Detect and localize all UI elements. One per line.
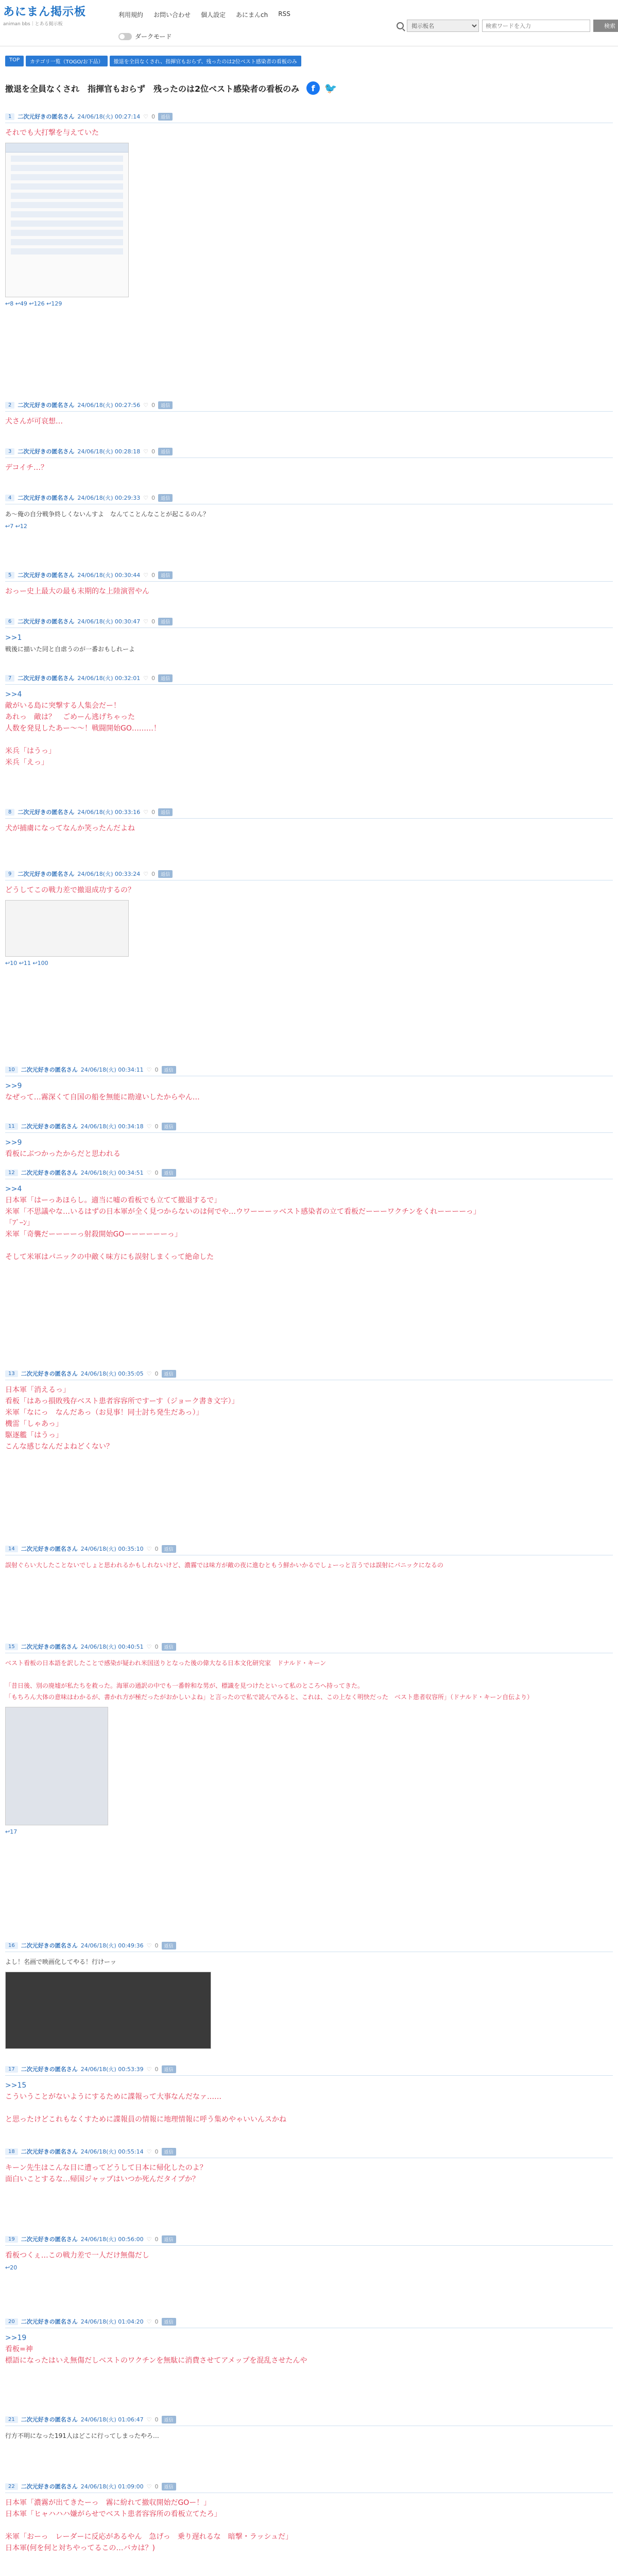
post-date: 24/06/18(火) 00:56:00 — [80, 2236, 144, 2243]
reply-button[interactable]: 返信 — [162, 2235, 176, 2243]
poster-name: 二次元好きの匿名さん — [21, 1942, 78, 1949]
post-item — [5, 1369, 613, 1452]
post-body — [5, 504, 613, 520]
reply-button[interactable]: 返信 — [158, 571, 173, 579]
post-number[interactable]: 3 — [5, 448, 14, 455]
post-line: 行方不明になった191人はどこに行ってしまったやろ… — [5, 2432, 159, 2439]
thread-title: 撤退を全員なくされ 指揮官もおらず 残ったのは2位ベスト感染者の看板のみ — [5, 83, 300, 94]
post-body — [5, 2426, 613, 2442]
poster-name: 二次元好きの匿名さん — [21, 1546, 78, 1552]
reply-button[interactable]: 返信 — [158, 870, 173, 878]
post-date: 24/06/18(火) 00:53:39 — [80, 2066, 144, 2073]
like-count: 0 — [154, 1123, 159, 1130]
post-line: こんな感じなんだよねどくない？ — [5, 1443, 113, 1451]
poster-name: 二次元好きの匿名さん — [21, 1170, 78, 1176]
heart-icon[interactable]: ♡ — [143, 494, 149, 501]
post-line: 「昔日後、別の廃墟が私たちを救った。海軍の通訳の中でも一番幹和な男が、標識を見つけたといって私のところへ持ってきた。 — [5, 1682, 364, 1689]
nav-settings[interactable]: 個人設定 — [201, 11, 226, 19]
post-header — [5, 1642, 613, 1653]
post-line: それでも大打撃を与えていた — [5, 129, 99, 137]
post-number[interactable]: 17 — [5, 2066, 18, 2073]
search-scope-select[interactable] — [407, 20, 479, 32]
post-header — [5, 2235, 613, 2246]
post-header — [5, 2482, 613, 2493]
post-body — [5, 2493, 613, 2554]
poster-name: 二次元好きの匿名さん — [18, 871, 75, 877]
post-line — [5, 1669, 613, 1680]
poster-name: 二次元好きの匿名さん — [18, 448, 75, 455]
heart-icon[interactable]: ♡ — [146, 1066, 152, 1073]
post-header — [5, 2317, 613, 2328]
poster-name: 二次元好きの匿名さん — [21, 1123, 78, 1130]
reply-anchor[interactable]: >>4 — [5, 1185, 22, 1193]
like-count: 0 — [151, 448, 156, 455]
search-button[interactable]: 検索 — [593, 20, 618, 32]
like-count: 0 — [151, 571, 156, 579]
post-number[interactable]: 18 — [5, 2148, 18, 2155]
poster-name: 二次元好きの匿名さん — [18, 618, 75, 625]
post-item — [5, 1642, 613, 1835]
post-header — [5, 1122, 613, 1133]
post-item — [5, 447, 613, 473]
nav-rss[interactable]: RSS — [278, 10, 290, 18]
crumb-thread[interactable]: 撤退を全員なくされ、指揮官もおらず、残ったのは2位ベスト感染者の看板のみ — [110, 56, 301, 66]
reply-button[interactable]: 返信 — [158, 448, 173, 455]
post-line: 戦後に描いた同と自虐うのが一番おもしれーよ — [5, 646, 135, 653]
post-number[interactable]: 21 — [5, 2416, 18, 2423]
post-line: 日本軍「はーっあほらし。適当に嘘の看板でも立てて撤退するで」 — [5, 1196, 221, 1205]
post-header — [5, 1941, 613, 1952]
nav-contact[interactable]: お問い合わせ — [153, 11, 191, 19]
heart-icon[interactable]: ♡ — [143, 571, 149, 579]
like-count: 0 — [154, 1370, 159, 1377]
heart-icon[interactable]: ♡ — [143, 448, 149, 455]
poster-name: 二次元好きの匿名さん — [18, 572, 75, 579]
post-date: 24/06/18(火) 00:32:01 — [77, 675, 141, 682]
logo-subtext: animan bbs｜とある掲示板 — [3, 22, 63, 27]
post-line: デコイチ…？ — [5, 464, 48, 472]
reply-button[interactable]: 返信 — [162, 2148, 176, 2156]
post-line: あ～俺の自分戦争終しくないんすよ なんてことんなことが起こるのん？ — [5, 511, 210, 518]
post-line: 標語になったはいえ無傷だしベストのワクチンを無駄に消費させてアメップを混乱させたんや — [5, 2357, 307, 2365]
heart-icon[interactable]: ♡ — [146, 1545, 152, 1552]
reply-anchor[interactable]: >>9 — [5, 1139, 22, 1147]
heart-icon[interactable]: ♡ — [143, 808, 149, 816]
like-count: 0 — [154, 2416, 159, 2423]
search-bar — [397, 20, 618, 32]
post-line: 米軍「不思議やな…いるはずの日本軍が全く見つからないのは何でや…ウワーーーッベスト感染者の立て看板だーーーワクチンをくれーーーーっ」 — [5, 1208, 480, 1216]
poster-name: 二次元好きの匿名さん — [18, 402, 75, 409]
reply-button[interactable]: 返信 — [162, 2065, 176, 2073]
post-date: 24/06/18(火) 00:27:56 — [77, 402, 141, 409]
crumb-top[interactable]: TOP — [5, 56, 24, 66]
post-header — [5, 571, 613, 582]
reply-button[interactable]: 返信 — [158, 674, 173, 682]
search-icon — [397, 22, 404, 29]
post-item — [5, 571, 613, 597]
post-item — [5, 2415, 613, 2442]
site-header — [0, 0, 618, 46]
post-header — [5, 808, 613, 819]
poster-name: 二次元好きの匿名さん — [21, 1643, 78, 1650]
reply-anchor[interactable]: >>15 — [5, 2081, 27, 2090]
reply-button[interactable]: 返信 — [158, 494, 173, 502]
like-count: 0 — [154, 1169, 159, 1176]
post-line: 日本軍(何を何と対ちやってるこの…バカは？) — [5, 2544, 155, 2552]
post-line: 日本軍「ヒャハハハ嫌がらせでベスト患者容容所の看板立てたろ」 — [5, 2510, 221, 2518]
post-item — [5, 2147, 613, 2185]
post-line — [5, 2520, 613, 2531]
post-line: 「もちろん大体の意味はわかるが、書かれ方が極だったがおかしいよね」と言ったので私で読んでみると、これは、この上なく明快だった ベスト患者収容所」（ドナルド・キーン自伝より） — [5, 1693, 534, 1701]
post-number[interactable]: 12 — [5, 1170, 18, 1176]
post-date: 24/06/18(火) 00:34:51 — [80, 1170, 144, 1176]
post-line: 面白いことするな…帰国ジャップはいつか死んだタイプか？ — [5, 2175, 200, 2183]
post-line: 日本軍「濃霧が出てきたーっ 霧に紛れて撤収開始だGOー！」 — [5, 2499, 211, 2507]
breadcrumb — [5, 56, 301, 66]
reply-anchor[interactable]: >>4 — [5, 690, 22, 699]
heart-icon[interactable]: ♡ — [143, 870, 149, 877]
reply-button[interactable]: 返信 — [162, 2416, 176, 2424]
post-number[interactable]: 11 — [5, 1123, 18, 1130]
post-line — [5, 2103, 613, 2114]
manga-image[interactable] — [5, 900, 129, 957]
post-body — [5, 1555, 613, 1571]
post-line: 米兵「はうっ」 — [5, 747, 56, 755]
post-line: 駆逐艦「はうっ」 — [5, 1431, 63, 1439]
heart-icon[interactable]: ♡ — [143, 401, 149, 409]
heart-icon[interactable]: ♡ — [146, 1370, 152, 1377]
poster-name: 二次元好きの匿名さん — [18, 495, 75, 501]
reply-links[interactable]: ↩8 ↩49 ↩126 ↩129 — [5, 300, 62, 307]
post-line: 米軍「なにっ なんだあっ（お見事！同士討ち発生だあっ）」 — [5, 1409, 203, 1417]
site-logo[interactable] — [3, 3, 86, 27]
post-line: 「ﾌﾞｰﾝ」 — [5, 1219, 34, 1227]
reply-anchor[interactable]: >>9 — [5, 1082, 22, 1090]
post-date: 24/06/18(火) 01:06:47 — [80, 2416, 144, 2423]
reply-button[interactable]: 返信 — [158, 113, 173, 121]
post-body — [5, 2076, 613, 2125]
reply-button[interactable]: 返信 — [162, 1643, 176, 1651]
post-item — [5, 112, 613, 307]
post-number[interactable]: 7 — [5, 675, 14, 682]
post-date: 24/06/18(火) 00:35:10 — [80, 1546, 144, 1552]
post-line: 犬が捕虜になってなんか笑ったんだよね — [5, 824, 135, 833]
reply-button[interactable]: 返信 — [158, 808, 173, 816]
heart-icon[interactable]: ♡ — [146, 2318, 152, 2325]
post-line: 米兵「えっ」 — [5, 758, 48, 767]
reply-button[interactable]: 返信 — [162, 1066, 176, 1074]
poster-name: 二次元好きの匿名さん — [21, 2318, 78, 2325]
reply-links[interactable]: ↩7 ↩12 — [5, 523, 27, 530]
movie-poster-image[interactable] — [5, 1972, 211, 2049]
like-count: 0 — [151, 870, 156, 877]
like-count: 0 — [151, 494, 156, 501]
poster-name: 二次元好きの匿名さん — [21, 2483, 78, 2490]
post-body — [5, 880, 613, 896]
like-count: 0 — [154, 2483, 159, 2490]
post-number[interactable]: 5 — [5, 572, 14, 579]
post-item — [5, 870, 613, 967]
like-count: 0 — [151, 674, 156, 682]
poster-name: 二次元好きの匿名さん — [21, 1370, 78, 1377]
like-count: 0 — [151, 401, 156, 409]
heart-icon[interactable]: ♡ — [146, 2065, 152, 2073]
post-body — [5, 2158, 613, 2185]
search-input[interactable] — [482, 20, 590, 32]
post-item — [5, 494, 613, 530]
facebook-icon[interactable]: f — [306, 81, 320, 95]
post-line: どうしてこの戦力差で撤退成功するの？ — [5, 886, 135, 894]
post-header — [5, 1168, 613, 1179]
poster-name: 二次元好きの匿名さん — [18, 809, 75, 816]
post-number[interactable]: 19 — [5, 2236, 18, 2243]
post-date: 24/06/18(火) 00:40:51 — [80, 1643, 144, 1650]
post-body — [5, 1952, 613, 1968]
post-header — [5, 1369, 613, 1380]
post-line — [5, 734, 613, 745]
like-count: 0 — [151, 808, 156, 816]
reply-button[interactable]: 返信 — [158, 401, 173, 409]
post-line: こういうことがないようにするために諜報って大事なんだなァ…… — [5, 2093, 221, 2101]
post-line: 誤射ぐらい大したことないでしょと思われるかもしれないけど、濃霧では味方が敵の夜に進むともう鮮かいかるでしょーっと言うでは誤射にパニックになるの — [5, 1562, 443, 1569]
heart-icon[interactable]: ♡ — [146, 2416, 152, 2423]
like-count: 0 — [154, 2235, 159, 2243]
thread-title-row — [5, 81, 337, 95]
post-line: 看板=神 — [5, 2345, 33, 2353]
logo-text: あにまん掲示板 — [3, 6, 87, 19]
post-line: 機雷「しゃあっ」 — [5, 1420, 63, 1428]
nav-terms[interactable]: 利用規約 — [118, 11, 144, 19]
poster-name: 二次元好きの匿名さん — [18, 675, 75, 682]
heart-icon[interactable]: ♡ — [146, 2148, 152, 2155]
like-count: 0 — [154, 1066, 159, 1073]
toggle-icon[interactable] — [118, 33, 132, 40]
post-date: 24/06/18(火) 00:35:05 — [80, 1370, 144, 1377]
post-line — [5, 1240, 613, 1251]
reply-button[interactable]: 返信 — [162, 1123, 176, 1130]
post-body — [5, 2246, 613, 2261]
reply-anchor[interactable]: >>19 — [5, 2334, 27, 2342]
post-header — [5, 674, 613, 685]
post-number[interactable]: 14 — [5, 1546, 18, 1552]
post-body — [5, 412, 613, 427]
post-header — [5, 447, 613, 458]
post-line: よし！名画で映画化してやる！行けーッ — [5, 1958, 117, 1965]
post-date: 24/06/18(火) 00:30:47 — [77, 618, 141, 625]
darkmode-label: ダークモード — [135, 33, 172, 40]
post-line: 敵がいる島に突撃する人集会だー！ — [5, 702, 121, 710]
post-item — [5, 1122, 613, 1160]
post-date: 24/06/18(火) 00:30:44 — [77, 572, 141, 579]
post-item — [5, 674, 613, 768]
post-line: と思ったけどこれもなくすために諜報員の情報に地理情報に呼う集めやゃいいんスかね — [5, 2115, 286, 2124]
reply-button[interactable]: 返信 — [162, 1545, 176, 1553]
post-date: 24/06/18(火) 00:27:14 — [77, 113, 141, 120]
heart-icon[interactable]: ♡ — [143, 674, 149, 682]
post-line: なぜって…霧深くて自国の船を無能に勘違いしたからやん… — [5, 1093, 200, 1101]
reply-button[interactable]: 返信 — [158, 618, 173, 625]
post-date: 24/06/18(火) 00:33:16 — [77, 809, 141, 816]
post-item — [5, 1545, 613, 1571]
heart-icon[interactable]: ♡ — [146, 2483, 152, 2490]
post-number[interactable]: 6 — [5, 618, 14, 625]
post-number[interactable]: 15 — [5, 1643, 18, 1650]
post-item — [5, 617, 613, 655]
crumb-category[interactable]: カテゴリ一覧（TOGO/お下品） — [26, 56, 108, 66]
reply-button[interactable]: 返信 — [162, 1169, 176, 1177]
darkmode-switch[interactable] — [118, 32, 172, 41]
post-body — [5, 458, 613, 473]
heart-icon[interactable]: ♡ — [146, 1169, 152, 1176]
post-number[interactable]: 2 — [5, 402, 14, 409]
post-item — [5, 2317, 613, 2366]
post-body — [5, 1380, 613, 1452]
post-date: 24/06/18(火) 00:34:18 — [80, 1123, 144, 1130]
post-body — [5, 123, 613, 139]
post-number[interactable]: 10 — [5, 1066, 18, 1073]
post-item — [5, 1168, 613, 1263]
post-header — [5, 2415, 613, 2426]
post-header — [5, 494, 613, 504]
reply-button[interactable]: 返信 — [162, 1370, 176, 1378]
post-header — [5, 870, 613, 880]
post-item — [5, 401, 613, 427]
post-line: そして米軍はパニックの中敵く味方にも誤射しまくって絶命した — [5, 1253, 214, 1261]
post-item — [5, 2065, 613, 2125]
post-body — [5, 1653, 613, 1703]
post-line: あれっ 敵は？ ごめーん逃げちゃった — [5, 713, 135, 721]
post-line: ベスト看板の日本語を訳したことで感染が疑われ米国送りとなった後の偉大なる日本文化研究家 ドナルド・キーン — [5, 1659, 327, 1667]
like-count: 0 — [154, 1643, 159, 1650]
post-number[interactable]: 1 — [5, 113, 14, 120]
post-line: 米軍「おーっ レーダーに反応があるやん 急げっ 乗り遅れるな 暗撃・ラッシュだ」 — [5, 2533, 293, 2541]
like-count: 0 — [154, 2318, 159, 2325]
like-count: 0 — [154, 1545, 159, 1552]
post-number[interactable]: 20 — [5, 2318, 18, 2325]
post-date: 24/06/18(火) 00:29:33 — [77, 495, 141, 501]
post-number[interactable]: 22 — [5, 2483, 18, 2490]
post-header — [5, 2147, 613, 2158]
post-date: 24/06/18(火) 00:49:36 — [80, 1942, 144, 1949]
post-header — [5, 1065, 613, 1076]
post-line: 米軍「奇襲だーーーーっ射殺開始GOーーーーーーっ」 — [5, 1230, 182, 1239]
post-body — [5, 685, 613, 768]
reply-links[interactable]: ↩10 ↩11 ↩100 — [5, 960, 48, 967]
post-header — [5, 2065, 613, 2076]
poster-name: 二次元好きの匿名さん — [21, 2066, 78, 2073]
like-count: 0 — [154, 1942, 159, 1949]
reply-button[interactable]: 返信 — [162, 1942, 176, 1950]
post-body — [5, 582, 613, 597]
poster-name: 二次元好きの匿名さん — [21, 2416, 78, 2423]
post-item — [5, 2482, 613, 2554]
heart-icon[interactable]: ♡ — [143, 618, 149, 625]
twitter-icon[interactable]: 🐦 — [324, 82, 337, 94]
heart-icon[interactable]: ♡ — [146, 2235, 152, 2243]
post-body — [5, 1179, 613, 1263]
post-body — [5, 628, 613, 655]
post-number[interactable]: 8 — [5, 809, 14, 816]
post-date: 24/06/18(火) 01:04:20 — [80, 2318, 144, 2325]
post-item — [5, 808, 613, 834]
nav-animanch[interactable]: あにまんch — [236, 11, 268, 19]
like-count: 0 — [154, 2065, 159, 2073]
post-header — [5, 1545, 613, 1555]
book-cover-image[interactable] — [5, 1707, 108, 1825]
post-line: 看板「はあっ損敗残存ベスト患者容容所ですーす（ジョーク書き文字）」 — [5, 1397, 239, 1405]
post-header — [5, 401, 613, 412]
reply-button[interactable]: 返信 — [162, 2483, 176, 2490]
top-nav — [118, 10, 290, 19]
post-line: 犬さんが可哀想… — [5, 417, 63, 426]
heart-icon[interactable]: ♡ — [146, 1942, 152, 1949]
post-line: 看板つくぇ…この戦力差で一人だけ無傷だし — [5, 2251, 149, 2260]
post-date: 24/06/18(火) 00:55:14 — [80, 2148, 144, 2155]
reply-button[interactable]: 返信 — [162, 2318, 176, 2326]
poster-name: 二次元好きの匿名さん — [21, 2148, 78, 2155]
heart-icon[interactable]: ♡ — [143, 113, 149, 120]
post-date: 24/06/18(火) 01:09:00 — [80, 2483, 144, 2490]
post-line: 人数を発見したあー〜〜！戦闘開始GO………！ — [5, 724, 161, 733]
share-buttons — [306, 81, 337, 95]
post-body — [5, 2328, 613, 2366]
post-header — [5, 617, 613, 628]
post-date: 24/06/18(火) 00:33:24 — [77, 871, 141, 877]
post-body — [5, 819, 613, 834]
post-number[interactable]: 4 — [5, 495, 14, 501]
post-body — [5, 1076, 613, 1103]
heart-icon[interactable]: ♡ — [146, 1643, 152, 1650]
post-header — [5, 112, 613, 123]
infobox-image[interactable] — [5, 143, 129, 297]
like-count: 0 — [151, 618, 156, 625]
poster-name: 二次元好きの匿名さん — [21, 1066, 78, 1073]
like-count: 0 — [154, 2148, 159, 2155]
post-line: 看板にぶつかったからだと思われる — [5, 1150, 121, 1158]
post-body — [5, 1133, 613, 1160]
post-item — [5, 2235, 613, 2271]
post-item — [5, 1065, 613, 1103]
reply-links[interactable]: ↩20 — [5, 2264, 18, 2271]
post-line: 日本軍「消えるっ」 — [5, 1386, 70, 1394]
post-date: 24/06/18(火) 00:34:11 — [80, 1066, 144, 1073]
post-number[interactable]: 13 — [5, 1370, 18, 1377]
poster-name: 二次元好きの匿名さん — [18, 113, 75, 120]
poster-name: 二次元好きの匿名さん — [21, 2236, 78, 2243]
post-line: キーン先生はこんな目に遭ってどうして日本に帰化したのよ？ — [5, 2164, 207, 2172]
like-count: 0 — [151, 113, 156, 120]
post-number[interactable]: 9 — [5, 871, 14, 877]
post-number[interactable]: 16 — [5, 1942, 18, 1949]
reply-anchor[interactable]: >>1 — [5, 634, 22, 642]
post-item — [5, 1941, 613, 2049]
reply-links[interactable]: ↩17 — [5, 1828, 18, 1835]
post-date: 24/06/18(火) 00:28:18 — [77, 448, 141, 455]
post-line: おっー史上最大の最も末期的な上陸演習やん — [5, 587, 149, 596]
heart-icon[interactable]: ♡ — [146, 1123, 152, 1130]
